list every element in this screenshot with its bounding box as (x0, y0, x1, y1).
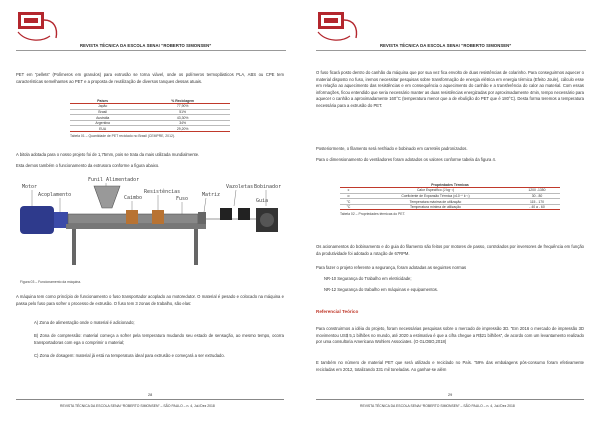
paragraph: Para o dimensionamento do ventiladores foram adotados os valores conforme tabela da figura 4. (316, 157, 496, 162)
thermal-properties-table (340, 182, 560, 210)
motor-shape (20, 206, 54, 234)
coupling-shape (54, 212, 68, 228)
list-item: NR-10 Segurança do Trabalho em eletricidade; (324, 276, 412, 281)
winder-spool-shape (260, 213, 274, 227)
table-cell: - 40 a - 60 (514, 204, 560, 210)
fan-shape (220, 208, 232, 220)
stand-leg-shape (194, 229, 198, 265)
paragraph: PET em “pellets” (Polímeros em granulos) para extrusão se torna viável, onde os polímeros termoplásticos PLA, ABS ou CPE tem características semelhantes ao PET e a proposta de reutilização de diversos tanques dessas atuais. (16, 72, 284, 84)
table-cell: EUA (70, 126, 135, 132)
extruder-figure (16, 172, 284, 276)
header-title: REVISTA TÉCNICA DA ESCOLA SENAI “ROBERTO SIMONSEN” (380, 43, 512, 48)
table-cell: α (340, 193, 357, 199)
table-cell: 115 - 170 (514, 199, 560, 205)
table-cell: 34% (135, 120, 230, 126)
page-number: 29 (448, 393, 453, 397)
table-cell: c (340, 188, 357, 194)
paragraph: O fuso ficará posto dentro do canhão da máquina que por sua vez fica envolto de duas resistências de colarinho. Para conseguirmos aquecer o material disposto no fuso, iremos necessitar pesquisas sobre transformação de energia elétrica em energia térmica (Efeito Joule), cálculo esse em relação ao aquecimento das resistências e em consequência o aquecimento do canhão e a transferência do calor ao material. Com essas informações, ficou entendido que seria necessário manter as duas resistências energizadas por aproximadamente 4min, tempo necessário para aquecer o canhão a aproximadamente 160°C (temperatura menor que a de ebulição do PET que é 180°C). Desta forma teremos a temperatura necessária para a extrusão do PET. (316, 70, 584, 108)
table-cell: Austrália (70, 115, 135, 121)
figure-label-motor: Motor (22, 184, 38, 190)
page-footer: REVISTA TÉCNICA DA ESCOLA SENAI “ROBERTO SIMONSEN” – SÃO PAULO – n. 4, Jul./Dez 2018 (60, 404, 215, 408)
table-caption: Tabela 02 – Propriedades térmicas do PET. (340, 212, 406, 216)
table-cell: °C (340, 199, 357, 205)
header-divider (316, 50, 586, 51)
figure-label-die: Matriz (202, 192, 221, 198)
figure-label-winder: Bobinador (254, 184, 282, 190)
figure-label-fans: Vazoletas (226, 184, 254, 190)
table-header-cell: % Reciclagem (135, 98, 230, 104)
table-cell: Coeficiente de Expansão Térmica (x10⁻⁶ k⁻¹) (357, 193, 514, 199)
paragraph: Para construirmos a idéia do projeto, foram necessárias pesquisas sobre o mercado de impressão 3D. “Em 2016 o mercado de impressão 3D movimentou US$ 5,1 bilhões no mundo, até 2020 a estimativa é que a cifra chegue a R$21 bilhões”, de acordo com um levantamento realizado por uma consultoria Americana Wohlers Associates. (O GLOBO,2018) (316, 326, 584, 345)
figure-label-gearbox: Caimbo (124, 195, 143, 201)
table-caption: Tabela 01 – Quantidade de PET reciclado no Brasil (CEMPRE, 2012). (70, 134, 175, 138)
die-shape (198, 212, 206, 226)
table-header-cell: Países (70, 98, 135, 104)
header-divider (16, 50, 286, 51)
table-cell: Temperatura máxima de utilização (357, 199, 514, 205)
paragraph: Esta demos também o funcionamento da extrusora conforme a figura abaixo. (16, 163, 160, 168)
table-cell: Argentina (70, 120, 135, 126)
table-cell: 51% (135, 109, 230, 115)
paragraph: A máquina tem como princípio de funcionamento o fuso transportador acoplado ao motoredutor. O material é pesado e colocado na máquina e passa pelo fuso para sofrer o processo de extrusão. O fuso tem 3 zonas de trabalho, são elas: (16, 294, 284, 306)
paragraph: Os acionamentos do bobinamento e do guia do filamento são feitos por motores de passo, controlados por inversores de frequência em função da produtividade foi adotado a rotação de 67RPM. (316, 244, 584, 256)
table-cell: Calor Específico (J kg⁻¹) (357, 188, 514, 194)
section-title: Referencial Teórico (316, 309, 359, 314)
paragraph: Posteriormente, o filamento será resfriado e bobinado em carretéis padronizados. (316, 146, 468, 151)
header-title: REVISTA TÉCNICA DA ESCOLA SENAI “ROBERTO SIMONSEN” (80, 43, 212, 48)
table-row (340, 204, 560, 210)
list-item: A) Zona de alimentação onde o material é adicionado; (34, 320, 135, 325)
paragraph: E também no número de material PET que será utilizado e reciclado no País. “59% das embalagens pós-consumo foram efetivamente recicladas em 2012, totalizando 331 mil toneladas. Ao ganhar-se além (316, 360, 584, 372)
table-cell: 1200 -1350 (514, 188, 560, 194)
table-cell: Temperatura mínima de utilização (357, 204, 514, 210)
paragraph: A bitola adotada para o nosso projeto foi de 1,75mm, pois se trata da mais utilizada mundialmente. (16, 152, 200, 157)
list-item: C) Zona de dosagem: material já está na temperatura ideal para extrusão e começará a ser extrudado. (34, 353, 225, 358)
page-header (316, 8, 586, 52)
figure-label-hopper: Funil Alimentador (88, 177, 140, 183)
table-cell: Brasil (70, 109, 135, 115)
table-cell: Japão (70, 104, 135, 110)
page-header (16, 8, 286, 52)
table-title: Propriedades Térmicas (340, 182, 560, 188)
table-cell: 43,30% (135, 115, 230, 121)
table-row (70, 126, 230, 132)
fan-shape (238, 208, 250, 220)
right-page (300, 0, 600, 424)
figure-label-guide: Guia (256, 198, 269, 204)
recycling-table (70, 98, 230, 132)
hopper-shape (94, 186, 120, 208)
stand-shape (66, 224, 206, 229)
list-item: B) Zona de compressão: material começa a sofrer pela temperatura mudando seu estado de sensação, ao mesmo tempo, ocorra transportadoras com ega o comprimir o material; (34, 333, 284, 345)
footer-divider (316, 399, 584, 400)
senai-logo-icon (16, 8, 62, 44)
figure-label-screw: Fuso (176, 196, 189, 202)
table-cell: °C (340, 204, 357, 210)
table-cell: 29,20% (135, 126, 230, 132)
figure-label-coupling: Acoplamento (38, 192, 72, 198)
table-cell: 77,90% (135, 104, 230, 110)
page-number: 28 (148, 393, 153, 397)
figure-label-resistances: Resistências (144, 189, 181, 195)
paragraph: Para fazer o projeto referente a segurança, foram adotadas as seguintes normas (316, 265, 467, 270)
page-footer: REVISTA TÉCNICA DA ESCOLA SENAI “ROBERTO SIMONSEN” – SÃO PAULO – n. 4, Jul./Dez 2018 (360, 404, 515, 408)
list-item: NR-12 Segurança do trabalho em máquinas e equipamentos. (324, 287, 439, 292)
stand-leg-shape (72, 229, 76, 265)
table-cell: 30 - 80 (514, 193, 560, 199)
figure-caption: Figura 03 – Funcionamento da máquina. (20, 280, 82, 284)
senai-logo-icon (316, 8, 362, 44)
footer-divider (16, 399, 284, 400)
